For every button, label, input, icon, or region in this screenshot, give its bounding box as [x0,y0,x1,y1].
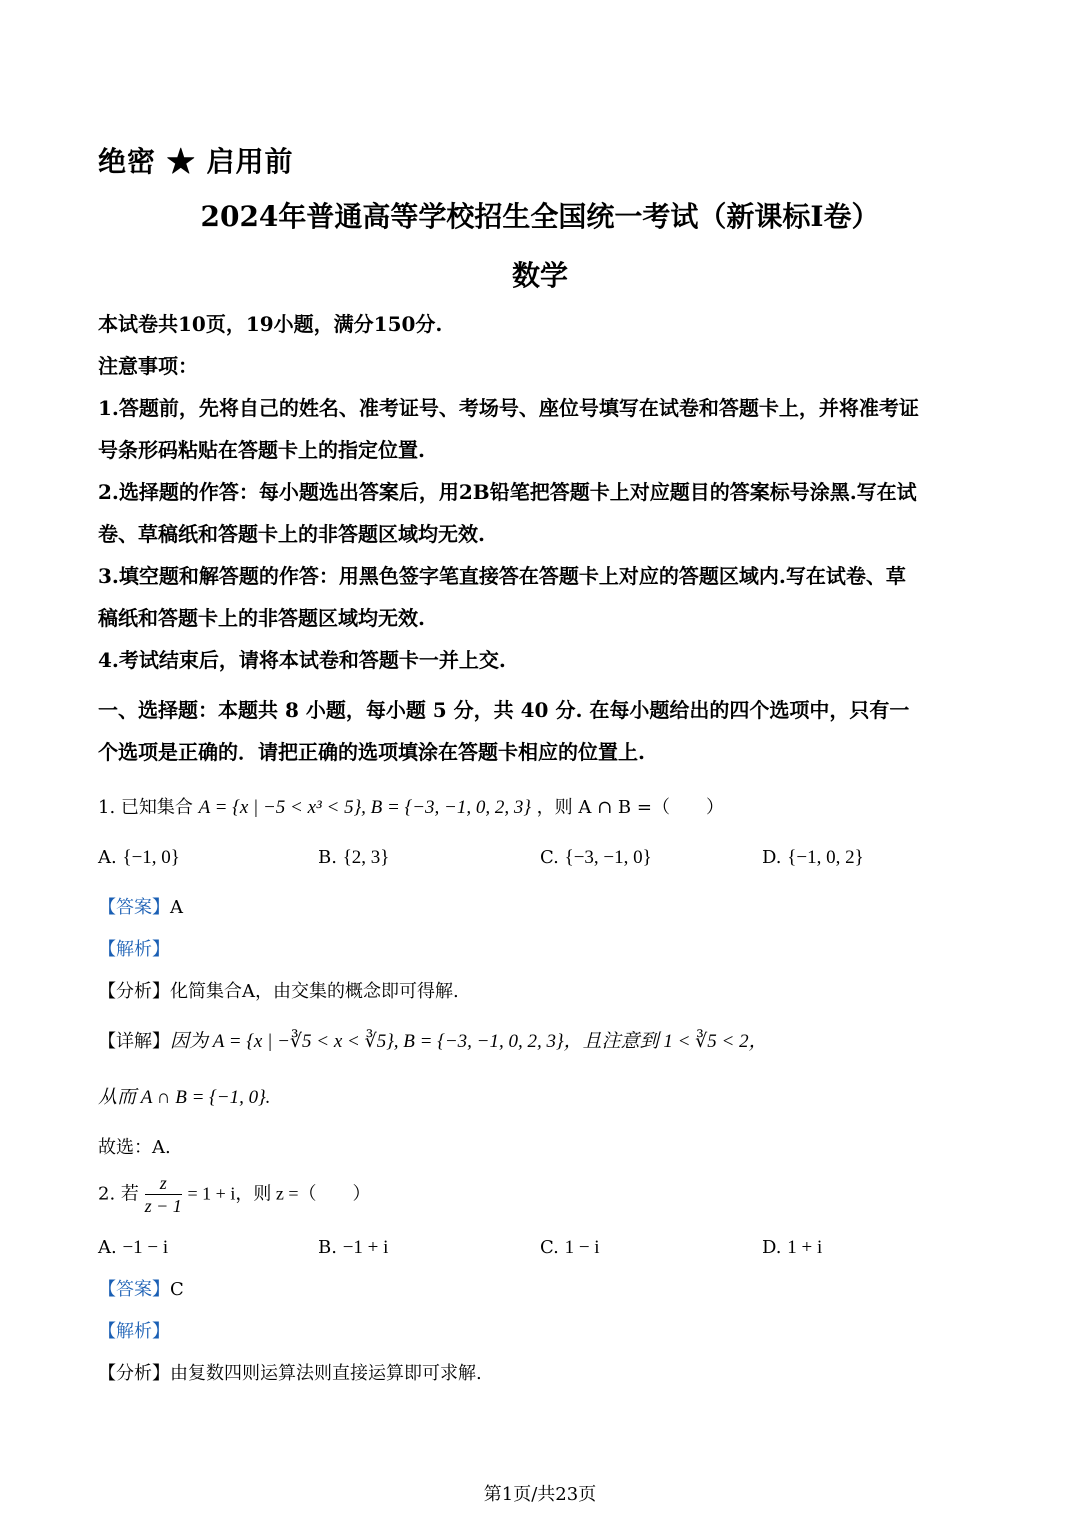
q1-option-a: A. {−1, 0} [98,847,180,868]
q1-option-d: D. {−1, 0, 2} [762,847,864,868]
notice-3-line-2: 稿纸和答题卡上的非答题区域均无效. [98,606,425,630]
fraction-denominator: z − 1 [144,1196,182,1216]
q1-conclusion: 从而 A ∩ B = {−1, 0}. [98,1087,271,1108]
notice-1-line-1: 1.答题前，先将自己的姓名、准考证号、考场号、座位号填写在试卷和答题卡上，并将准考证 [98,396,919,420]
notice-2-line-2: 卷、草稿纸和答题卡上的非答题区域均无效. [98,522,485,546]
notice-4: 4.考试结束后，请将本试卷和答题卡一并上交. [98,648,506,672]
question-2-stem [98,1172,370,1217]
question-1-sets: A = {x | −5 < x³ < 5}, B = {−3, −1, 0, 2, 3} [198,797,531,818]
q1-fenxi: 【分析】化简集合A，由交集的概念即可得解. [98,981,459,1002]
q1-analysis-tag: 【解析】 [98,939,170,960]
confidential-label: 绝密 ★ 启用前 [98,145,294,178]
exam-title: 2024年普通高等学校招生全国统一考试（新课标I卷） [200,200,880,233]
question-2-suffix: = 1 + i，则 z =（ ） [187,1183,371,1204]
question-1-suffix: ，则 A ∩ B =（ ） [536,797,724,818]
q2-answer: 【答案】C [98,1279,184,1300]
question-2-prefix: 2. 若 [98,1183,139,1205]
section-heading-line-1: 一、选择题：本题共 8 小题，每小题 5 分，共 40 分. 在每小题给出的四个选项中，只有一 [98,698,910,722]
q2-option-a: A. −1 − i [98,1237,169,1258]
q2-analysis-tag: 【解析】 [98,1321,170,1342]
q1-choice: 故选：A. [98,1137,171,1158]
section-heading-line-2: 个选项是正确的．请把正确的选项填涂在答题卡相应的位置上. [98,740,645,764]
q2-fenxi: 【分析】由复数四则运算法则直接运算即可求解. [98,1363,482,1384]
q1-option-c: C. {−3, −1, 0} [540,847,652,868]
question-2-fraction [145,1172,182,1217]
notice-3-line-1: 3.填空题和解答题的作答：用黑色签字笔直接答在答题卡上对应的答题区域内.写在试卷、草 [98,564,906,588]
notice-heading: 注意事项： [98,354,198,378]
q2-option-d: D. 1 + i [762,1237,823,1258]
notice-1-line-2: 号条形码粘贴在答题卡上的指定位置. [98,438,425,462]
q1-option-b: B. {2, 3} [318,847,390,868]
question-1-prefix: 1. 已知集合 [98,797,193,818]
question-1-stem [98,796,724,820]
answer-tag: 【答案】 [98,897,170,918]
exam-summary: 本试卷共10页，19小题，满分150分. [98,312,443,336]
q2-option-b: B. −1 + i [318,1237,389,1258]
page-number: 第1页/共23页 [483,1484,597,1505]
notice-2-line-1: 2.选择题的作答：每小题选出答案后，用2B铅笔把答题卡上对应题目的答案标号涂黑.写在试 [98,480,917,504]
q1-xiangjie: 【详解】因为 A = {x | −∛5 < x < ∛5}, B = {−3, −1, 0, 2, 3}，且注意到 1 < ∛5 < 2， [98,1031,768,1052]
q1-answer: 【答案】A [98,897,183,918]
q2-option-c: C. 1 − i [540,1237,600,1258]
subject-title: 数学 [511,259,568,292]
fraction-numerator: z [145,1172,182,1195]
